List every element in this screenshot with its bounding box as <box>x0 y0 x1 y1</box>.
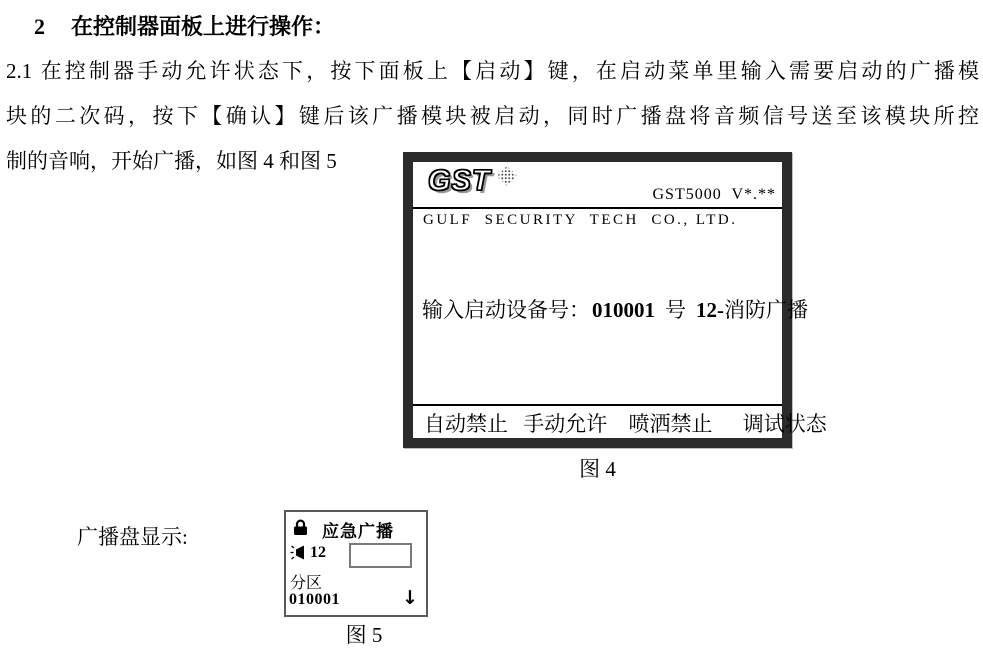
zone-code-value: 010001 <box>289 591 340 608</box>
figure4-panel-frame <box>403 152 827 448</box>
gst-logo: GST <box>428 165 491 197</box>
footer-rule <box>413 404 782 406</box>
company-name: GULF SECURITY TECH CO., LTD. <box>423 212 738 228</box>
header-rule <box>413 207 782 209</box>
status-auto-disabled: 自动禁止 <box>424 412 508 436</box>
status-spray-disabled: 喷洒禁止 <box>628 412 713 436</box>
paragraph-line-1: 2.1 在控制器手动允许状态下，按下面板上【启动】键，在启动菜单里输入需要启动的广播模 <box>6 59 979 83</box>
zone-label: 分区 <box>290 575 323 592</box>
status-debug-mode: 调试状态 <box>742 412 827 436</box>
start-device-prompt <box>422 294 808 324</box>
section-heading <box>34 10 335 41</box>
figure5-caption: 图 5 <box>345 623 383 647</box>
figure4-lcd-screen <box>413 162 827 438</box>
emergency-broadcast-title: 应急广播 <box>322 522 394 541</box>
status-bar <box>424 408 827 438</box>
device-code-value: 010001 <box>592 298 655 322</box>
device-name: 消防广播 <box>724 298 808 322</box>
dotted-diamond-icon <box>497 166 517 186</box>
device-unit-label: 号 <box>665 298 686 322</box>
speaker-icon <box>290 544 305 566</box>
model-version-text: GST5000 V*.** <box>652 186 776 203</box>
device-number: 12- <box>696 298 724 322</box>
paragraph-line-2: 块的二次码，按下【确认】键后该广播模块被启动，同时广播盘将音频信号送至该模块所控 <box>6 104 979 128</box>
figure5-broadcast-panel <box>284 510 428 617</box>
status-manual-enabled: 手动允许 <box>523 412 608 436</box>
channel-number: 12 <box>310 544 326 561</box>
section-title: 在控制器面板上进行操作： <box>71 14 336 39</box>
down-arrow-icon: ↓ <box>402 587 418 609</box>
paragraph-line-3: 制的音响，开始广播，如图 4 和图 5 <box>6 149 337 173</box>
prompt-label: 输入启动设备号： <box>422 298 590 322</box>
figure4-caption: 图 4 <box>579 457 616 481</box>
zone-value-box <box>349 543 412 568</box>
lock-icon <box>293 519 308 541</box>
broadcast-panel-display-label: 广播盘显示: <box>77 525 188 549</box>
section-number: 2 <box>34 14 45 39</box>
